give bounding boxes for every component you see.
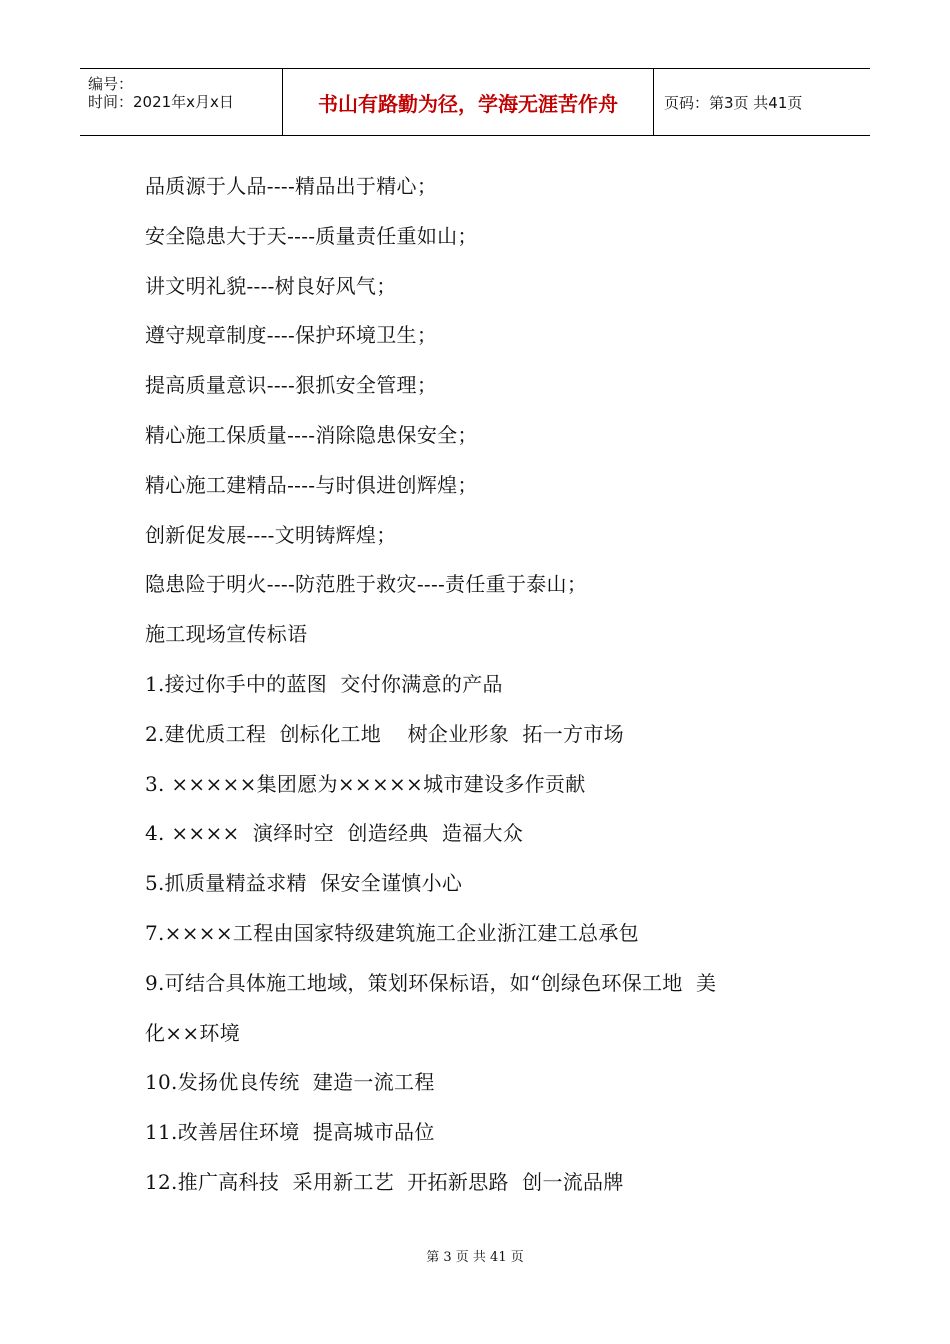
text-line: 9.可结合具体施工地域，策划环保标语，如“创绿色环保工地 美 — [145, 970, 717, 995]
text-line: 精心施工建精品----与时俱进创辉煌； — [145, 472, 478, 497]
text-line: 5.抓质量精益求精 保安全谨慎小心 — [145, 871, 463, 896]
header-motto: 书山有路勤为径，学海无涯苦作舟 — [282, 69, 654, 135]
text-line: 1.接过你手中的蓝图 交付你满意的产品 — [145, 671, 503, 696]
page-header — [80, 68, 870, 136]
text-line: 提高质量意识----狠抓安全管理； — [145, 373, 438, 398]
text-line: 精心施工保质量----消除隐患保安全； — [145, 422, 478, 447]
text-line: 11.改善居住环境 提高城市品位 — [145, 1120, 435, 1145]
text-line: 12.推广高科技 采用新工艺 开拓新思路 创一流品牌 — [145, 1169, 624, 1194]
text-line: 3. ×××××集团愿为×××××城市建设多作贡献 — [145, 771, 586, 796]
header-meta — [80, 69, 282, 135]
text-line: 化××环境 — [145, 1020, 241, 1045]
section-heading: 施工现场宣传标语 — [145, 622, 308, 647]
page-footer: 第 3 页 共 41 页 — [426, 1250, 524, 1265]
slogan-list — [145, 168, 825, 1214]
text-line: 安全隐患大于天----质量责任重如山； — [145, 223, 478, 248]
text-line: 2.建优质工程 创标化工地 树企业形象 拓一方市场 — [145, 721, 624, 746]
header-page-info: 页码：第3页 共41页 — [664, 93, 803, 112]
text-line: 10.发扬优良传统 建造一流工程 — [145, 1070, 435, 1095]
text-line: 创新促发展----文明铸辉煌； — [145, 522, 397, 547]
text-line: 品质源于人品----精品出于精心； — [145, 174, 438, 198]
text-line: 4. ×××× 演绎时空 创造经典 造福大众 — [145, 821, 524, 846]
text-line: 7.××××工程由国家特级建筑施工企业浙江建工总承包 — [145, 920, 639, 945]
document-number-label: 编号： — [88, 75, 134, 93]
text-line: 讲文明礼貌----树良好风气； — [145, 273, 397, 298]
text-line: 隐患险于明火----防范胜于救灾----责任重于泰山； — [145, 572, 588, 597]
document-time-label: 时间：2021年x月x日 — [88, 93, 234, 111]
text-line: 遵守规章制度----保护环境卫生； — [145, 323, 438, 348]
